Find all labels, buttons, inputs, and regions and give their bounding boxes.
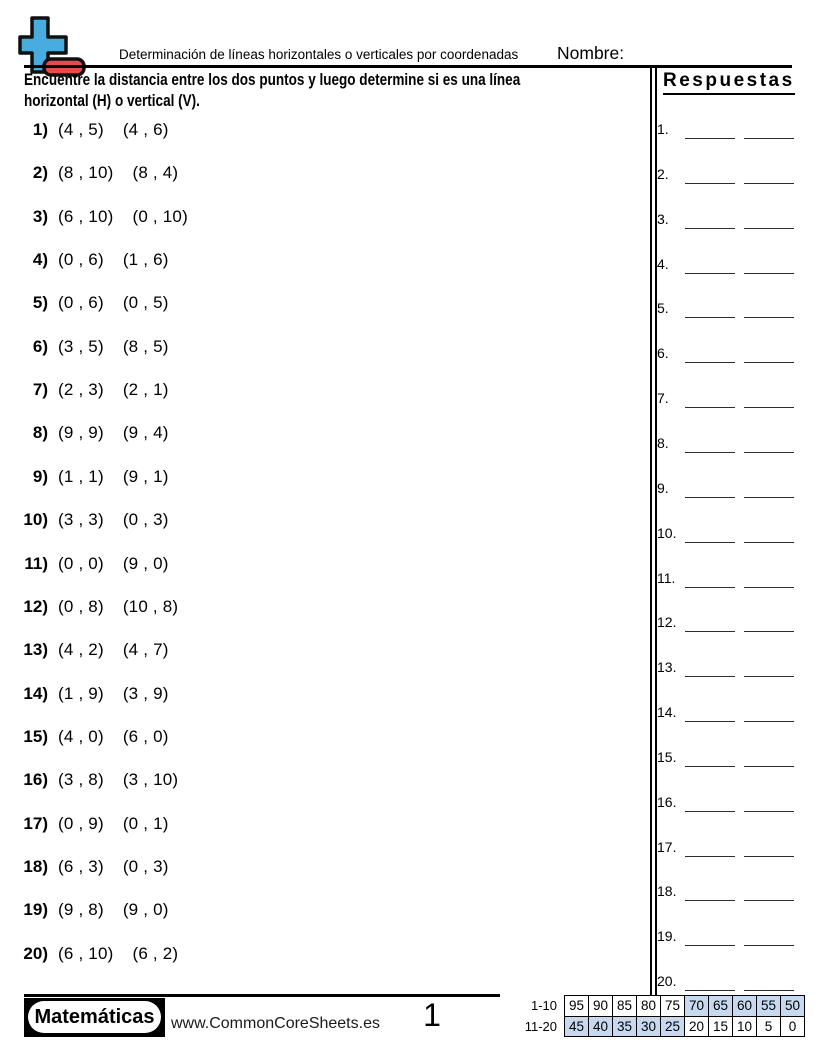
answer-number: 6. <box>657 345 669 362</box>
problem-point2: (4 , 7) <box>122 640 169 660</box>
score-cell: 50 <box>781 996 805 1017</box>
problem-point1: (6 , 10) <box>58 206 114 226</box>
answer-blank-distance[interactable] <box>685 347 735 363</box>
problem-point2: (9 , 1) <box>122 466 169 486</box>
answer-row-12 <box>655 615 794 632</box>
matematicas-badge: Matemáticas <box>28 1001 161 1033</box>
score-table <box>502 995 805 1037</box>
problem-point2: (3 , 9) <box>122 683 169 703</box>
problem-point1: (3 , 3) <box>58 510 104 530</box>
problem-number: 15) <box>23 726 48 746</box>
score-row-1-10 <box>502 996 805 1017</box>
answer-blank-orientation[interactable] <box>744 392 794 408</box>
answer-blank-distance[interactable] <box>685 706 735 722</box>
answer-row-17 <box>655 840 794 857</box>
answer-blank-orientation[interactable] <box>744 751 794 767</box>
answer-number: 12. <box>657 614 677 631</box>
score-cell: 65 <box>709 996 733 1017</box>
answer-blank-orientation[interactable] <box>744 796 794 812</box>
answer-number: 18. <box>657 883 677 900</box>
answer-number: 11. <box>657 569 676 586</box>
problem-number: 1) <box>32 120 48 139</box>
problem-point1: (4 , 2) <box>58 640 104 660</box>
problems-list <box>0 121 640 991</box>
answer-row-18 <box>655 884 794 901</box>
answer-blank-distance[interactable] <box>685 302 735 318</box>
answer-row-15 <box>655 750 794 767</box>
answer-number: 9. <box>657 479 669 496</box>
problem-point1: (6 , 10) <box>58 943 114 963</box>
answer-row-5 <box>655 301 794 318</box>
instructions-line2: horizontal (H) o vertical (V). <box>24 92 200 110</box>
problem-point2: (8 , 5) <box>122 336 169 356</box>
answer-row-1 <box>655 122 794 139</box>
answer-blank-orientation[interactable] <box>744 302 794 318</box>
problem-number: 10) <box>23 510 48 530</box>
answer-blank-orientation[interactable] <box>744 841 794 857</box>
problem-point1: (9 , 9) <box>58 423 104 443</box>
problem-row-14 <box>0 685 169 703</box>
answer-blank-orientation[interactable] <box>744 706 794 722</box>
problem-number: 13) <box>23 640 48 660</box>
answer-blank-orientation[interactable] <box>744 661 794 677</box>
score-cell: 25 <box>661 1016 685 1037</box>
answer-blank-distance[interactable] <box>685 123 735 139</box>
answer-row-16 <box>655 795 794 812</box>
page-number: 1 <box>423 997 441 1033</box>
answer-blank-orientation[interactable] <box>744 168 794 184</box>
answer-row-8 <box>655 436 794 453</box>
problem-row-13 <box>0 641 169 659</box>
problem-point2: (9 , 0) <box>122 553 169 573</box>
answer-blank-distance[interactable] <box>685 661 735 677</box>
header-divider <box>24 65 792 68</box>
problem-number: 9) <box>32 466 48 486</box>
problem-point1: (4 , 5) <box>58 120 104 139</box>
problem-number: 20) <box>23 943 48 963</box>
answer-blank-distance[interactable] <box>685 796 735 812</box>
problem-point2: (6 , 2) <box>132 943 179 963</box>
answer-row-9 <box>655 481 794 498</box>
problem-point1: (6 , 3) <box>58 856 104 876</box>
problem-row-5 <box>0 294 169 312</box>
problem-point1: (0 , 0) <box>58 553 104 573</box>
answer-row-10 <box>655 526 794 543</box>
answer-row-20 <box>655 974 794 991</box>
answer-blank-distance[interactable] <box>685 392 735 408</box>
problem-point2: (4 , 6) <box>122 120 169 139</box>
answer-blank-orientation[interactable] <box>744 258 794 274</box>
answer-blank-orientation[interactable] <box>744 616 794 632</box>
problem-number: 8) <box>32 423 48 443</box>
problem-number: 19) <box>23 900 48 920</box>
problem-row-6 <box>0 338 169 356</box>
answer-row-19 <box>655 929 794 946</box>
problem-row-4 <box>0 251 169 269</box>
answer-number: 7. <box>657 390 669 407</box>
answer-blank-orientation[interactable] <box>744 975 794 991</box>
answer-number: 1. <box>657 121 669 137</box>
answer-blank-orientation[interactable] <box>744 572 794 588</box>
answer-blank-orientation[interactable] <box>744 347 794 363</box>
problem-number: 5) <box>32 293 48 313</box>
problem-point2: (3 , 10) <box>122 770 179 790</box>
problem-number: 6) <box>32 336 48 356</box>
problem-row-12 <box>0 598 178 616</box>
answer-blank-distance[interactable] <box>685 572 735 588</box>
answer-blank-orientation[interactable] <box>744 527 794 543</box>
problem-point1: (8 , 10) <box>58 163 114 183</box>
answers-list <box>655 122 815 1012</box>
answer-blank-distance[interactable] <box>685 527 735 543</box>
answer-row-2 <box>655 167 794 184</box>
problem-point2: (0 , 10) <box>132 206 188 226</box>
score-cell: 0 <box>781 1016 805 1037</box>
score-cell: 30 <box>637 1016 661 1037</box>
problem-row-15 <box>0 728 169 746</box>
answer-row-3 <box>655 212 794 229</box>
answer-number: 19. <box>657 928 677 945</box>
answer-blank-distance[interactable] <box>685 437 735 453</box>
answer-number: 3. <box>657 210 669 227</box>
score-row-11-20 <box>502 1016 805 1037</box>
problem-number: 12) <box>23 596 48 616</box>
score-cell: 20 <box>685 1016 709 1037</box>
problem-number: 18) <box>23 856 48 876</box>
answer-number: 16. <box>657 793 677 810</box>
problem-number: 16) <box>23 770 48 790</box>
problem-point1: (3 , 5) <box>58 336 104 356</box>
answer-blank-distance[interactable] <box>685 258 735 274</box>
answer-row-6 <box>655 346 794 363</box>
problem-number: 11) <box>24 553 48 573</box>
problem-point1: (2 , 3) <box>58 380 104 400</box>
score-cell: 5 <box>757 1016 781 1037</box>
answer-number: 13. <box>657 659 677 676</box>
problem-point2: (0 , 3) <box>122 856 169 876</box>
worksheet-title: Determinación de líneas horizontales o verticales por coordenadas <box>119 47 519 62</box>
problem-row-16 <box>0 771 178 789</box>
score-cell: 80 <box>637 996 661 1017</box>
answer-blank-distance[interactable] <box>685 751 735 767</box>
problem-point2: (1 , 6) <box>122 250 169 270</box>
score-cell: 35 <box>613 1016 637 1037</box>
brand-box <box>24 998 165 1037</box>
answer-row-13 <box>655 660 794 677</box>
problem-row-17 <box>0 815 169 833</box>
problem-point2: (8 , 4) <box>132 163 179 183</box>
answer-number: 2. <box>657 165 669 182</box>
answer-blank-orientation[interactable] <box>744 885 794 901</box>
score-row-label: 11-20 <box>524 1018 557 1034</box>
answer-blank-orientation[interactable] <box>744 482 794 498</box>
score-cell: 45 <box>565 1016 589 1037</box>
answer-number: 10. <box>657 524 677 541</box>
problem-row-20 <box>0 945 178 963</box>
problem-point2: (10 , 8) <box>122 596 179 616</box>
problem-number: 2) <box>32 163 48 183</box>
score-cell: 85 <box>613 996 637 1017</box>
problem-row-19 <box>0 901 169 919</box>
answer-number: 4. <box>657 255 669 272</box>
answer-number: 15. <box>657 748 677 765</box>
answer-blank-orientation[interactable] <box>744 123 794 139</box>
answer-blank-distance[interactable] <box>685 930 735 946</box>
problem-point2: (9 , 0) <box>122 900 169 920</box>
answer-blank-orientation[interactable] <box>744 437 794 453</box>
problem-number: 7) <box>32 380 48 400</box>
instructions-line1: Encuentre la distancia entre los dos puntos y luego determine si es una línea <box>24 71 521 89</box>
problem-number: 17) <box>23 813 48 833</box>
problem-number: 4) <box>32 250 48 270</box>
problem-row-1 <box>0 121 169 139</box>
score-cell: 70 <box>685 996 709 1017</box>
problem-row-2 <box>0 164 178 182</box>
problem-point1: (9 , 8) <box>58 900 104 920</box>
answer-row-7 <box>655 391 794 408</box>
answer-blank-orientation[interactable] <box>744 930 794 946</box>
problem-row-7 <box>0 381 169 399</box>
score-cell: 95 <box>565 996 589 1017</box>
answer-number: 14. <box>657 704 677 721</box>
problem-point2: (9 , 4) <box>122 423 169 443</box>
problem-point2: (6 , 0) <box>122 726 169 746</box>
name-label: Nombre: <box>557 43 625 63</box>
answer-row-4 <box>655 257 794 274</box>
problem-row-11 <box>0 555 169 573</box>
score-cell: 90 <box>589 996 613 1017</box>
problem-row-3 <box>0 208 188 226</box>
problem-row-10 <box>0 511 169 529</box>
problem-point1: (0 , 9) <box>58 813 104 833</box>
problem-row-9 <box>0 468 169 486</box>
score-cell: 40 <box>589 1016 613 1037</box>
answer-row-11 <box>655 571 794 588</box>
problem-point1: (0 , 6) <box>58 293 104 313</box>
answer-blank-distance[interactable] <box>685 841 735 857</box>
answer-number: 20. <box>657 973 677 990</box>
answer-blank-distance[interactable] <box>685 213 735 229</box>
problem-point1: (1 , 9) <box>58 683 104 703</box>
answers-title: Respuestas <box>663 70 795 95</box>
answer-blank-distance[interactable] <box>685 616 735 632</box>
answer-number: 8. <box>657 434 669 451</box>
score-cell: 55 <box>757 996 781 1017</box>
problem-point1: (3 , 8) <box>58 770 104 790</box>
website-url: www.CommonCoreSheets.es <box>171 1015 380 1032</box>
problem-number: 14) <box>23 683 48 703</box>
answer-blank-distance[interactable] <box>685 975 735 991</box>
score-cell: 60 <box>733 996 757 1017</box>
score-row-label: 1-10 <box>530 998 557 1014</box>
problem-point1: (0 , 6) <box>58 250 104 270</box>
problem-number: 3) <box>32 206 48 226</box>
answers-divider-line-outer <box>650 66 652 996</box>
answer-blank-distance[interactable] <box>685 168 735 184</box>
answer-number: 5. <box>657 300 669 317</box>
problem-point2: (0 , 5) <box>122 293 169 313</box>
score-cell: 10 <box>733 1016 757 1037</box>
answer-blank-distance[interactable] <box>685 885 735 901</box>
score-cell: 75 <box>661 996 685 1017</box>
answer-row-14 <box>655 705 794 722</box>
problem-point2: (0 , 1) <box>122 813 169 833</box>
problem-row-8 <box>0 424 169 442</box>
problem-point2: (2 , 1) <box>122 380 169 400</box>
answer-blank-orientation[interactable] <box>744 213 794 229</box>
answer-number: 17. <box>657 838 677 855</box>
problem-point2: (0 , 3) <box>122 510 169 530</box>
problem-point1: (4 , 0) <box>58 726 104 746</box>
problem-point1: (0 , 8) <box>58 596 104 616</box>
answer-blank-distance[interactable] <box>685 482 735 498</box>
instructions <box>24 70 520 112</box>
problem-point1: (1 , 1) <box>58 466 104 486</box>
problem-row-18 <box>0 858 169 876</box>
score-cell: 15 <box>709 1016 733 1037</box>
